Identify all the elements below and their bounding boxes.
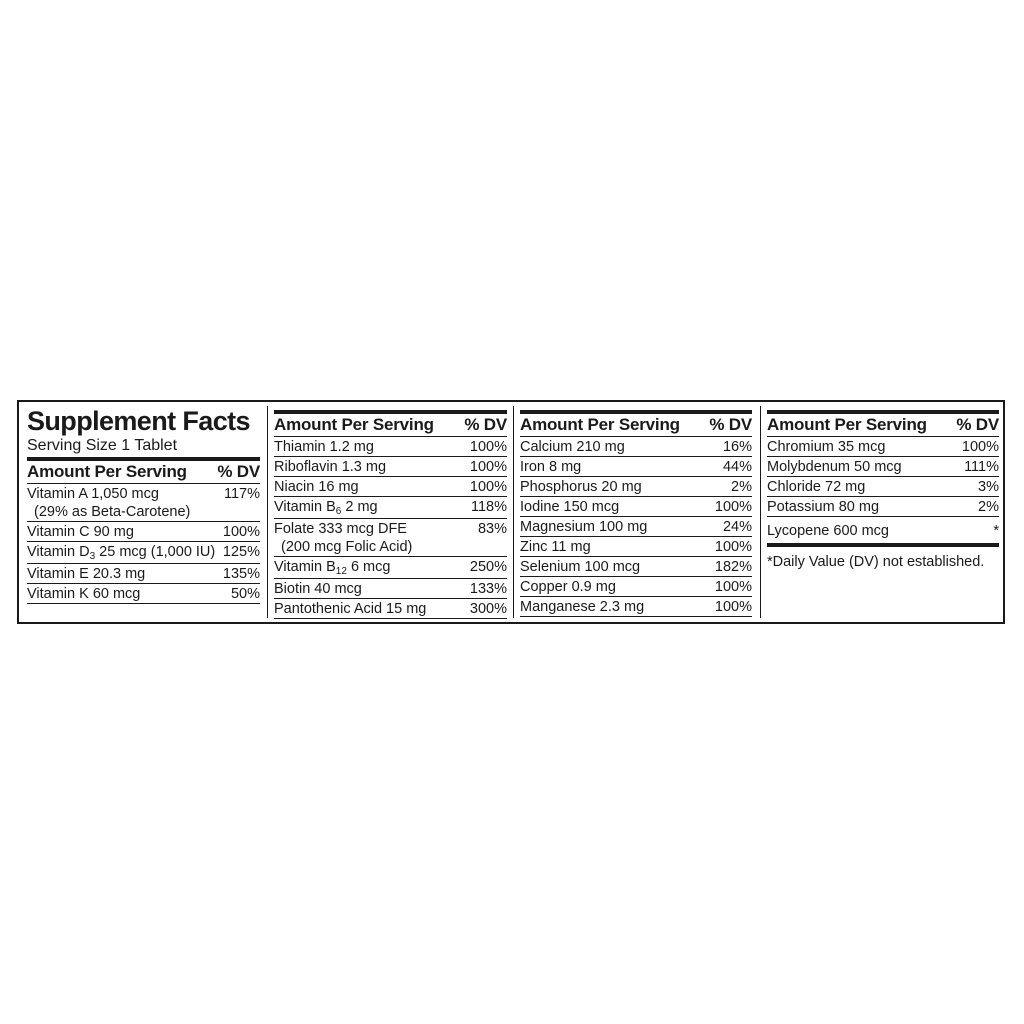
nutrient-name-text: Manganese 2.3 mg	[520, 599, 645, 615]
nutrient-name	[520, 518, 723, 536]
nutrient-name	[274, 580, 470, 598]
nutrient-row	[520, 457, 752, 477]
nutrient-dv: 2%	[978, 499, 999, 515]
nutrient-dv: 133%	[469, 581, 507, 597]
nutrient-name	[767, 438, 962, 456]
nutrient-row	[520, 537, 752, 557]
nutrient-row	[520, 557, 752, 577]
amount-header: Amount Per Serving	[27, 462, 187, 481]
nutrient-name-text: Iodine 150 mcg	[520, 499, 620, 515]
nutrient-name-text: Vitamin A 1,050 mcg	[27, 486, 159, 502]
nutrient-amount-text: 2 mg	[341, 499, 378, 515]
dv-header: % DV	[956, 415, 999, 434]
nutrient-name-text: Selenium 100 mcg	[520, 559, 641, 575]
nutrient-dv: 125%	[222, 544, 260, 560]
nutrient-name-text: Riboflavin 1.3 mg	[274, 459, 387, 475]
nutrient-row	[274, 599, 507, 619]
nutrient-dv: 100%	[469, 459, 507, 475]
nutrient-name	[520, 458, 723, 476]
nutrient-name	[274, 478, 470, 496]
amount-header: Amount Per Serving	[767, 415, 927, 434]
panel-title: Supplement Facts	[27, 406, 250, 436]
nutrient-name	[767, 478, 978, 496]
nutrient-list-2	[274, 437, 507, 619]
nutrient-amount-text: 6 mcg	[346, 559, 391, 575]
column-header	[520, 414, 752, 437]
subscript: 12	[335, 566, 347, 577]
nutrient-dv: 50%	[230, 586, 260, 602]
nutrient-dv: 100%	[469, 439, 507, 455]
column-divider	[267, 406, 268, 618]
nutrient-row	[27, 542, 260, 564]
nutrient-dv: 100%	[714, 599, 752, 615]
nutrient-name	[520, 598, 715, 616]
nutrient-dv: 2%	[731, 479, 752, 495]
nutrient-name-text: Folate 333 mcg DFE	[274, 521, 407, 537]
nutrient-name-text: Vitamin B	[274, 559, 336, 575]
nutrient-dv: 300%	[469, 601, 507, 617]
nutrient-list-4	[767, 437, 999, 517]
nutrient-name	[27, 543, 223, 563]
dv-header: % DV	[709, 415, 752, 434]
nutrient-row	[27, 522, 260, 542]
nutrient-row	[520, 597, 752, 617]
nutrient-dv: 100%	[222, 524, 260, 540]
nutrient-name	[274, 458, 470, 476]
nutrient-row	[274, 579, 507, 599]
dv-header: % DV	[464, 415, 507, 434]
nutrient-row	[274, 457, 507, 477]
nutrient-row	[274, 557, 507, 579]
nutrient-dv: *	[993, 523, 999, 539]
column-header	[767, 414, 999, 437]
nutrient-list-1	[27, 484, 260, 604]
nutrient-name-text: Magnesium 100 mg	[520, 519, 648, 535]
nutrient-list-3	[520, 437, 752, 617]
nutrient-dv: 100%	[961, 439, 999, 455]
nutrient-name-text: Calcium 210 mg	[520, 439, 625, 455]
nutrient-row	[27, 484, 260, 522]
nutrient-name	[520, 578, 715, 596]
nutrient-name-text: Copper 0.9 mg	[520, 579, 616, 595]
nutrient-dv: 118%	[470, 499, 507, 515]
nutrient-name	[274, 438, 470, 456]
nutrient-name-text: Vitamin E 20.3 mg	[27, 566, 146, 582]
nutrient-name	[520, 498, 715, 516]
nutrient-dv: 111%	[964, 459, 999, 475]
nutrient-row	[274, 519, 507, 557]
column-3	[520, 402, 752, 622]
nutrient-name-text: Iron 8 mg	[520, 459, 582, 475]
nutrient-name-text: Molybdenum 50 mcg	[767, 459, 902, 475]
nutrient-name-text: Pantothenic Acid 15 mg	[274, 601, 427, 617]
nutrient-row	[274, 497, 507, 519]
nutrient-dv: 16%	[722, 439, 752, 455]
nutrient-dv: 24%	[722, 519, 752, 535]
nutrient-name-text: Vitamin C 90 mg	[27, 524, 134, 540]
nutrient-name-text: Phosphorus 20 mg	[520, 479, 642, 495]
nutrient-dv: 100%	[469, 479, 507, 495]
nutrient-row	[767, 497, 999, 517]
nutrient-name	[27, 485, 224, 521]
nutrient-name-text: Vitamin K 60 mcg	[27, 586, 141, 602]
column-divider	[760, 406, 761, 618]
nutrient-name	[520, 478, 731, 496]
nutrient-dv: 44%	[722, 459, 752, 475]
nutrient-name	[274, 600, 470, 618]
nutrient-name	[27, 523, 223, 541]
nutrient-dv: 100%	[714, 579, 752, 595]
nutrient-row	[520, 577, 752, 597]
nutrient-name	[27, 585, 231, 603]
column-4	[767, 402, 999, 622]
lycopene-row	[767, 521, 999, 540]
nutrient-row	[520, 437, 752, 457]
nutrient-name	[274, 498, 471, 518]
nutrient-amount-text: 25 mcg (1,000 IU)	[95, 544, 216, 560]
nutrient-name	[27, 565, 223, 583]
serving-size: Serving Size 1 Tablet	[27, 437, 178, 454]
nutrient-row	[274, 437, 507, 457]
nutrient-name-text: Niacin 16 mg	[274, 479, 359, 495]
nutrient-name: Lycopene 600 mcg	[767, 523, 889, 539]
nutrient-dv: 250%	[469, 559, 507, 575]
nutrient-name-text: Chloride 72 mg	[767, 479, 866, 495]
nutrient-name-text: Thiamin 1.2 mg	[274, 439, 374, 455]
nutrient-dv: 100%	[714, 499, 752, 515]
thick-divider	[767, 543, 999, 547]
nutrient-name	[520, 538, 715, 556]
subscript: 6	[335, 506, 342, 517]
nutrient-dv: 135%	[222, 566, 260, 582]
column-header	[274, 414, 507, 437]
nutrient-dv: 100%	[714, 539, 752, 555]
column-1	[27, 402, 260, 622]
nutrient-row	[27, 584, 260, 604]
nutrient-name-text: Vitamin D	[27, 544, 90, 560]
amount-header: Amount Per Serving	[520, 415, 680, 434]
supplement-facts-panel	[17, 400, 1005, 624]
nutrient-name	[767, 458, 964, 476]
nutrient-row	[274, 477, 507, 497]
nutrient-name-text: Biotin 40 mcg	[274, 581, 362, 597]
column-2	[274, 402, 507, 622]
nutrient-row	[520, 477, 752, 497]
nutrient-subline: (29% as Beta-Carotene)	[34, 504, 191, 520]
nutrient-name-text: Potassium 80 mg	[767, 499, 880, 515]
nutrient-name	[767, 498, 978, 516]
nutrient-row	[27, 564, 260, 584]
nutrient-row	[520, 517, 752, 537]
nutrient-dv: 83%	[477, 521, 507, 537]
nutrient-name	[520, 438, 723, 456]
nutrient-row	[520, 497, 752, 517]
subscript: 3	[89, 551, 96, 562]
nutrient-name	[274, 558, 470, 578]
column-header	[27, 461, 260, 484]
nutrient-name	[520, 558, 715, 576]
amount-header: Amount Per Serving	[274, 415, 434, 434]
footnote: *Daily Value (DV) not established.	[767, 554, 985, 570]
nutrient-name-text: Chromium 35 mcg	[767, 439, 886, 455]
nutrient-name-text: Vitamin B	[274, 499, 336, 515]
nutrient-dv: 182%	[714, 559, 752, 575]
nutrient-row	[767, 477, 999, 497]
nutrient-dv: 117%	[223, 486, 260, 502]
nutrient-name-text: Zinc 11 mg	[520, 539, 591, 555]
dv-header: % DV	[217, 462, 260, 481]
nutrient-subline: (200 mcg Folic Acid)	[281, 539, 413, 555]
nutrient-row	[767, 457, 999, 477]
nutrient-name	[274, 520, 478, 556]
nutrient-dv: 3%	[978, 479, 999, 495]
nutrient-row	[767, 437, 999, 457]
column-divider	[513, 406, 514, 618]
